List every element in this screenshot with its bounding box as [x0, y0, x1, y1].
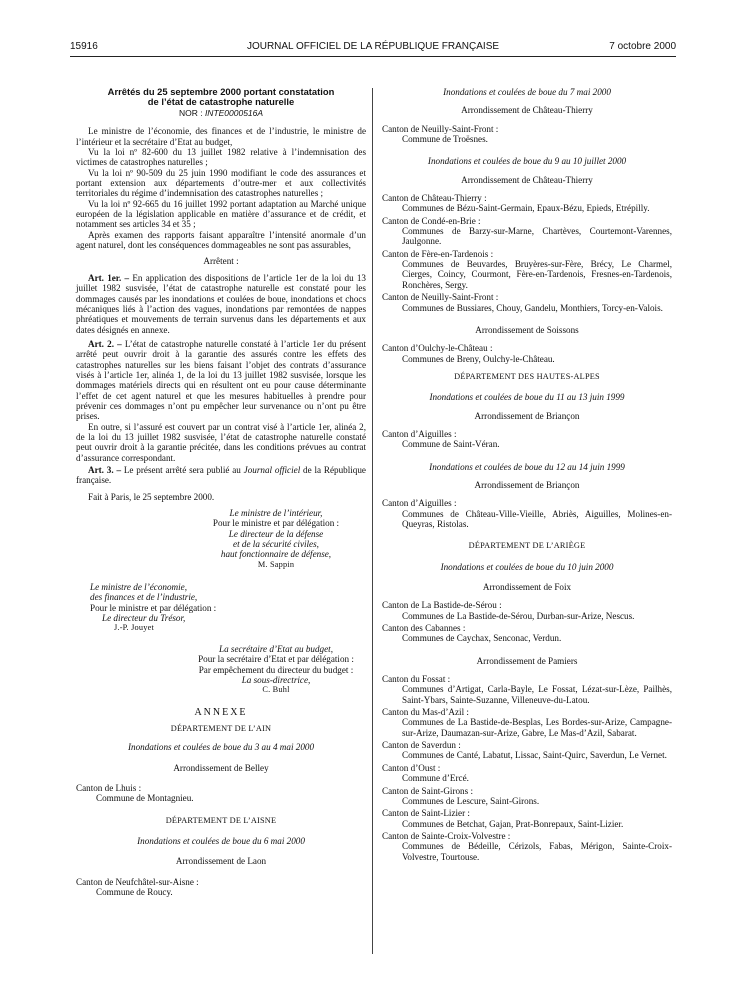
signatory-name: J.-P. Jouyet: [114, 623, 154, 633]
department-heading: DÉPARTEMENT DES HAUTES-ALPES: [454, 371, 600, 381]
header-rule: [70, 56, 676, 57]
nor-reference: [76, 108, 366, 118]
communes-line: Commune de Montagnieu.: [96, 793, 194, 804]
article-2-text: L’état de catastrophe naturelle constaté à l’article 1er du présent arrêté peut ouvrir droit à la garantie des assurés contre les effets des catastrophes naturelles sur les biens faisant l’objet des contrats d’assurance visés à l’article 1er, alinéa 1, de la loi du 13 juillet 1982 susvisée, lorsque les dommages matériels directs qui en résultent ont eu pour cause déterminante l’effet de cet agent naturel et que les mesures habituelles à prendre pour prévenir ces dommages n’ont pu empêcher leur survenance ou n’ont pu être prises.: [76, 338, 367, 422]
arrondissement-heading: Arrondissement de Pamiers: [476, 655, 578, 666]
communes-line: Communes de Canté, Labatut, Lissac, Saint-Quirc, Saverdun, Le Vernet.: [402, 750, 667, 761]
canton-line: Canton de Condé-en-Brie :: [382, 215, 481, 226]
signatory-title: Le directeur de la défense: [228, 528, 324, 539]
canton-line: Canton de Saint-Lizier :: [382, 808, 470, 819]
event-heading: Inondations et coulées de boue du 3 au 4 mai 2000: [127, 742, 315, 753]
arrondissement-heading: Arrondissement de Belley: [173, 762, 269, 773]
canton-line: Canton d’Oulchy-le-Château :: [382, 343, 493, 354]
signatory-title: La secrétaire d’Etat au budget,: [219, 643, 333, 654]
canton-line: Canton de Château-Thierry :: [382, 193, 487, 204]
publication-date: 7 octobre 2000: [609, 41, 676, 52]
decree-title-line1: Arrêtés du 25 septembre 2000 portant constatation: [107, 86, 335, 97]
canton-line: Canton d’Aiguilles :: [382, 428, 457, 439]
event-heading: Inondations et coulées de boue du 10 juin 2000: [440, 561, 614, 572]
communes-line: Communes de Bussiares, Chouy, Gandelu, Monthiers, Torcy-en-Valois.: [402, 302, 663, 313]
communes-line: Commune d’Ercé.: [402, 773, 469, 784]
communes-line: Commune de Troësnes.: [402, 134, 488, 145]
decree-title: [76, 87, 366, 107]
delegation-line: Pour la secrétaire d’Etat et par délégation :: [198, 654, 354, 665]
canton-line: Canton du Fossat :: [382, 674, 451, 685]
article-2-label: Art. 2. –: [88, 338, 122, 349]
article-1: [76, 273, 366, 335]
event-heading: Inondations et coulées de boue du 9 au 10 juillet 2000: [427, 156, 627, 167]
visa-paragraph: Vu la loi nº 90-509 du 25 juin 1990 modifiant le code des assurances et portant extension aux départements d’outre-mer et aux collectivités territoriales du régime d’indemnisation des catastrophes naturelles ;: [76, 167, 366, 199]
signatory-title: haut fonctionnaire de défense,: [220, 549, 332, 560]
communes-line: Commune de Roucy.: [96, 886, 173, 897]
arrondissement-heading: Arrondissement de Laon: [175, 856, 267, 867]
communes-line: Communes de Château-Ville-Vieille, Abriès, Aiguilles, Molines-en-Queyras, Ristolas.: [402, 508, 672, 529]
visa-paragraph: Après examen des rapports faisant apparaître l’intensité anormale d’un agent naturel, dont les conséquences dommageables ne sont pas assurables,: [76, 229, 366, 251]
communes-line: Communes de Lescure, Saint-Girons.: [402, 795, 540, 806]
signatory-title: Le ministre de l’intérieur,: [229, 508, 323, 519]
delegation-line: Pour le ministre et par délégation :: [90, 602, 217, 613]
signatory-title: des finances et de l’industrie,: [90, 592, 198, 603]
signatory-name: C. Buhl: [262, 685, 290, 695]
canton-line: Canton du Mas-d’Azil :: [382, 707, 469, 718]
canton-line: Canton de Neuilly-Saint-Front :: [382, 292, 499, 303]
event-heading: Inondations et coulées de boue du 12 au 14 juin 1999: [429, 461, 625, 472]
arrondissement-heading: Arrondissement de Château-Thierry: [461, 105, 593, 116]
communes-line: Communes de Caychax, Senconac, Verdun.: [402, 633, 562, 644]
article-1-text: En application des dispositions de l’article 1er de la loi du 13 juillet 1982 susvisée, l’état de catastrophe naturelle est constaté pour les dommages causés par les inondations et coulées de boue, inondations et chocs mécaniques liés à l’action des vagues, inondations par remontées de nappes phréatiques et mouvements de terrain survenus dans les départements et aux dates désignés en annexe.: [76, 272, 366, 335]
signatory-title: La sous-directrice,: [241, 674, 311, 685]
signature-place-date: Fait à Paris, le 25 septembre 2000.: [88, 491, 215, 502]
article-3-journal: Journal officiel: [243, 465, 301, 475]
communes-line: Communes de Bédeille, Cérizols, Fabas, Mérigon, Sainte-Croix-Volvestre, Tourtouse.: [402, 841, 672, 862]
signature-interior: [76, 508, 366, 570]
delegation-line: Par empêchement du directeur du budget :: [198, 664, 354, 675]
decree-title-line2: de l’état de catastrophe naturelle: [147, 96, 295, 107]
arrondissement-heading: Arrondissement de Foix: [482, 582, 572, 592]
arrondissement-heading: Arrondissement de Château-Thierry: [461, 174, 593, 185]
event-heading: Inondations et coulées de boue du 6 mai 2000: [137, 835, 305, 846]
signature-budget: [76, 644, 366, 696]
communes-line: Communes de La Bastide-de-Sérou, Durban-sur-Arize, Nescus.: [402, 610, 635, 621]
article-3-label: Art. 3. –: [88, 465, 122, 475]
page-number: 15916: [70, 41, 98, 52]
signatory-title: Le ministre de l’économie,: [90, 582, 187, 593]
communes-line: Commune de Saint-Véran.: [402, 439, 500, 450]
canton-line: Canton de Saint-Girons :: [382, 785, 473, 796]
canton-line: Canton des Cabannes :: [382, 623, 466, 634]
communes-line: Communes de Betchat, Gajan, Prat-Bonrepaux, Saint-Lizier.: [402, 818, 624, 829]
canton-line: Canton de Fère-en-Tardenois :: [382, 248, 494, 259]
article-2-paragraph-2: En outre, si l’assuré est couvert par un contrat visé à l’article 1er, alinéa 2, de la loi du 13 juillet 1982 susvisée, l’état de catastrophe naturelle constaté peut ouvrir droit à la garantie précitée, dans les conditions prévues au contrat d’assurance correspondant.: [76, 421, 366, 463]
signature-economy: [76, 582, 366, 634]
canton-line: Canton de Neuilly-Saint-Front :: [382, 123, 499, 134]
annex-heading: ANNEXE: [194, 706, 248, 718]
left-column: [76, 87, 366, 897]
canton-line: Canton de Sainte-Croix-Volvestre :: [382, 830, 511, 841]
page-header: [70, 41, 676, 57]
communes-line: Communes de Breny, Oulchy-le-Château.: [402, 353, 555, 364]
canton-line: Canton d’Oust :: [382, 762, 441, 773]
canton-line: Canton de Lhuis :: [76, 782, 142, 793]
arretent-heading: Arrêtent :: [203, 256, 239, 267]
event-heading: Inondations et coulées de boue du 7 mai 2000: [443, 87, 611, 97]
department-heading: DÉPARTEMENT DE L’AIN: [170, 723, 272, 733]
arrondissement-heading: Arrondissement de Briançon: [474, 410, 580, 421]
signatory-title: Le directeur du Trésor,: [102, 613, 186, 624]
arrondissement-heading: Arrondissement de Briançon: [474, 479, 580, 490]
department-heading: DÉPARTEMENT DE L’ARIÈGE: [468, 541, 586, 551]
article-2: [76, 339, 366, 422]
right-column: [382, 87, 672, 862]
journal-title: JOURNAL OFFICIEL DE LA RÉPUBLIQUE FRANÇAISE: [246, 41, 500, 52]
event-heading: Inondations et coulées de boue du 11 au 13 juin 1999: [429, 392, 625, 403]
communes-line: Communes de Barzy-sur-Marne, Chartèves, Courtemont-Varennes, Jaulgonne.: [402, 226, 672, 247]
communes-line: Communes d’Artigat, Carla-Bayle, Le Fossat, Lézat-sur-Lèze, Pailhès, Saint-Ybars, Sainte-Suzanne, Villeneuve-du-Latou.: [402, 684, 672, 705]
communes-line: Communes de Bézu-Saint-Germain, Epaux-Bézu, Epieds, Etrépilly.: [402, 203, 650, 214]
visa-paragraph: Vu la loi nº 82-600 du 13 juillet 1982 relative à l’indemnisation des victimes de catastrophes naturelles ;: [76, 147, 366, 168]
department-heading: DÉPARTEMENT DE L’AISNE: [165, 815, 277, 825]
article-3-text: Le présent arrêté sera publié au: [123, 465, 244, 475]
nor-value: INTE0000516A: [204, 108, 264, 118]
article-1-label: Art. 1er. –: [88, 272, 130, 283]
canton-line: Canton de Saverdun :: [382, 740, 461, 751]
visa-paragraph: Vu la loi nº 92-665 du 16 juillet 1992 portant adaptation au Marché unique européen de la législation applicable en matière d’assurance et de crédit, et notamment ses articles 34 et 35 ;: [76, 198, 366, 230]
communes-line: Communes de La Bastide-de-Besplas, Les Bordes-sur-Arize, Campagne-sur-Arize, Daumazan-sur-Arize, Gabre, Le Mas-d’Azil, Sabarat.: [402, 717, 672, 738]
visa-paragraph: Le ministre de l’économie, des finances et de l’industrie, le ministre de l’intérieur et la secrétaire d’Etat au budget,: [76, 126, 366, 147]
visas: [76, 126, 366, 250]
canton-line: Canton d’Aiguilles :: [382, 498, 457, 509]
signatory-name: M. Sappin: [257, 559, 295, 569]
article-3-text-end: de la République française.: [76, 465, 366, 486]
communes-line: Communes de Beuvardes, Bruyères-sur-Fère, Brécy, Le Charmel, Cierges, Coincy, Courmont, Fère-en-Tardenois, Fresnes-en-Tardenois, Ronchères, Sergy.: [402, 259, 672, 290]
delegation-line: Pour le ministre et par délégation :: [212, 518, 340, 529]
nor-label: NOR :: [178, 108, 203, 118]
article-3: [76, 465, 366, 486]
arrondissement-heading: Arrondissement de Soissons: [475, 324, 579, 335]
canton-line: Canton de La Bastide-de-Sérou :: [382, 600, 502, 611]
column-divider: [372, 88, 373, 954]
signatory-title: et de la sécurité civiles,: [233, 539, 319, 550]
canton-line: Canton de Neufchâtel-sur-Aisne :: [76, 876, 199, 887]
